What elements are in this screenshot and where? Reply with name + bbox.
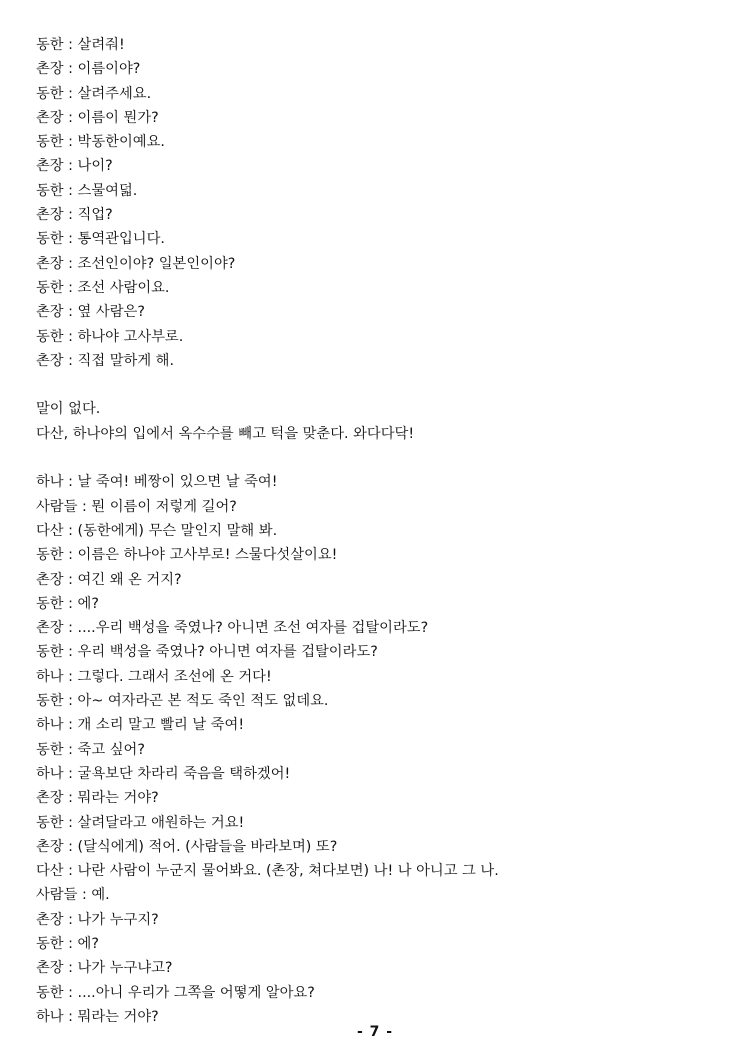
dialogue-line: 동한 : 에?	[36, 935, 99, 952]
dialogue-line: 하나 : 뭐라는 거야?	[36, 1008, 159, 1025]
dialogue-line: 동한 : 살려주세요.	[36, 85, 152, 102]
dialogue-line: 동한 : 조선 사람이요.	[36, 279, 170, 296]
dialogue-line: 사람들 : 뭔 이름이 저렇게 길어?	[36, 498, 237, 515]
dialogue-line: 촌장 : 이름이 뭔가?	[36, 109, 159, 126]
dialogue-line: 하나 : 개 소리 말고 빨리 날 죽여!	[36, 717, 245, 734]
dialogue-line: 촌장 : 나가 누구지?	[36, 911, 159, 928]
dialogue-line: 동한 : 우리 백성을 죽였나? 아니면 여자를 겁탈이라도?	[36, 644, 378, 661]
dialogue-line: 동한 : 박동한이예요.	[36, 134, 165, 151]
script-body	[36, 33, 726, 1029]
dialogue-line: 동한 : 하나야 고사부로.	[36, 328, 184, 345]
dialogue-line: 촌장 : ....우리 백성을 죽였나? 아니면 조선 여자를 겁탈이라도?	[36, 620, 429, 637]
dialogue-line: 촌장 : 직접 말하게 해.	[36, 352, 175, 369]
stage-direction: 다산, 하나야의 입에서 옥수수를 빼고 턱을 맞춘다. 와다다닥!	[36, 425, 415, 442]
blank-line	[36, 446, 726, 470]
dialogue-line: 촌장 : 나이?	[36, 158, 113, 175]
dialogue-line: 하나 : 굴욕보단 차라리 죽음을 택하겠어!	[36, 765, 291, 782]
dialogue-line: 동한 : 이름은 하나야 고사부로! 스물다섯살이요!	[36, 547, 338, 564]
dialogue-line: 동한 : 통역관입니다.	[36, 231, 165, 248]
dialogue-line: 사람들 : 예.	[36, 887, 110, 904]
dialogue-line: 동한 : 에?	[36, 595, 99, 612]
dialogue-line: 동한 : ....아니 우리가 그쪽을 어떻게 알아요?	[36, 984, 315, 1001]
dialogue-line: 하나 : 날 죽여! 베짱이 있으면 날 죽여!	[36, 474, 278, 491]
dialogue-line: 동한 : 스물여덟.	[36, 182, 138, 199]
dialogue-line: 동한 : 살려달라고 애원하는 거요!	[36, 814, 245, 831]
dialogue-line: 촌장 : 조선인이야? 일본인이야?	[36, 255, 236, 272]
dialogue-line: 동한 : 살려줘!	[36, 37, 125, 53]
dialogue-line: 촌장 : 뭐라는 거야?	[36, 790, 159, 807]
page-number: - 7 -	[356, 1024, 394, 1040]
dialogue-line: 촌장 : (달식에게) 적어. (사람들을 바라보며) 또?	[36, 838, 338, 855]
dialogue-line: 하나 : 그렇다. 그래서 조선에 온 거다!	[36, 668, 272, 685]
dialogue-line: 촌장 : 옆 사람은?	[36, 304, 145, 321]
dialogue-line: 촌장 : 여긴 왜 온 거지?	[36, 571, 182, 588]
dialogue-line: 동한 : 죽고 싶어?	[36, 741, 145, 758]
dialogue-line: 다산 : 나란 사람이 누군지 물어봐요. (촌장, 쳐다보면) 나! 나 아니고 그 나.	[36, 863, 499, 880]
dialogue-line: 촌장 : 이름이야?	[36, 61, 141, 78]
stage-direction: 말이 없다.	[36, 401, 101, 418]
blank-line	[36, 373, 726, 397]
dialogue-line: 다산 : (동한에게) 무슨 말인지 말해 봐.	[36, 522, 278, 539]
dialogue-line: 촌장 : 나가 누구냐고?	[36, 960, 173, 977]
dialogue-line: 촌장 : 직업?	[36, 207, 113, 224]
dialogue-line: 동한 : 아~ 여자라곤 본 적도 죽인 적도 없데요.	[36, 693, 329, 710]
